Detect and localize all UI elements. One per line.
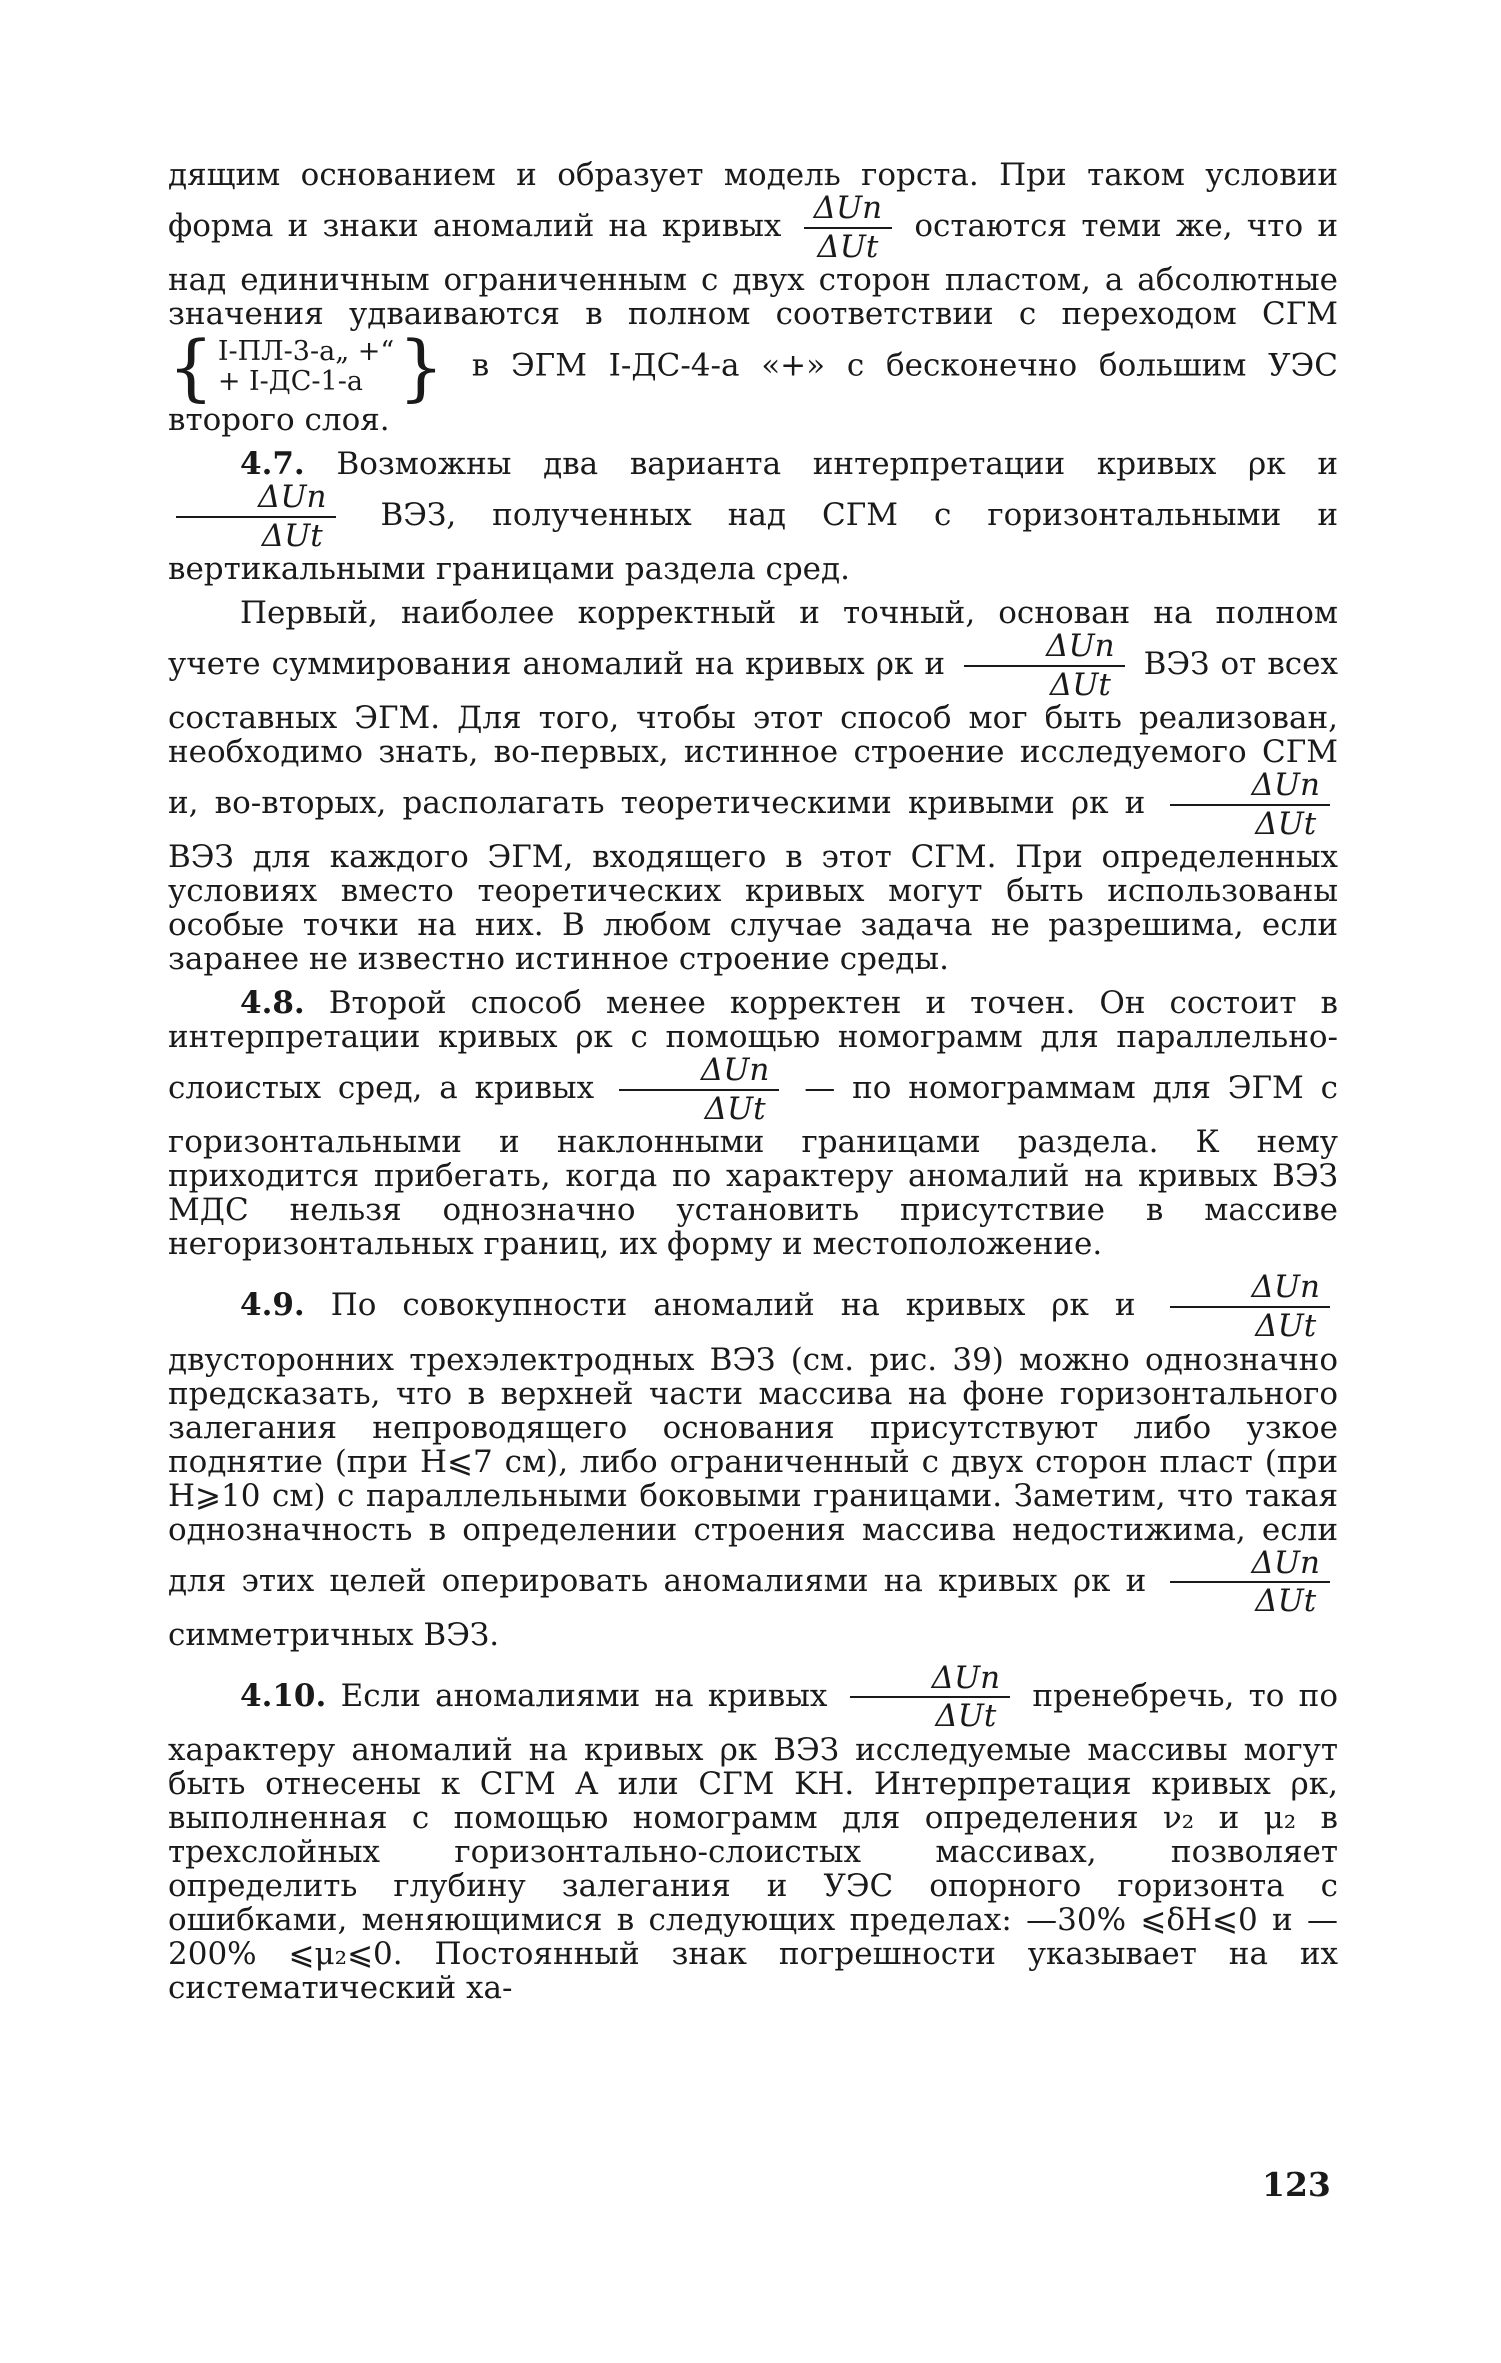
text-run: — по номограммам для ЭГМ с горизонтальными и наклонными границами раздела. К нему приходится прибегать, когда по характеру аномалий на кривых ВЭЗ МДС нельзя однозначно установить присутствие в массиве негоризонтальных границ, их форму и местоположение. xyxy=(168,1070,1339,1263)
text-run: Если аномалиями на кривых xyxy=(340,1677,828,1714)
fraction xyxy=(1170,1269,1330,1345)
fraction-numerator: ΔUn xyxy=(619,1054,779,1091)
model-line-2: + I-ДС-1-а xyxy=(217,366,363,398)
fraction-denominator: ΔUt xyxy=(1255,805,1317,842)
text-run: ВЭЗ, полученных над СГМ с горизонтальными и вертикальными границами раздела сред. xyxy=(168,497,1338,588)
body-text xyxy=(168,158,1338,2015)
fraction-numerator: ΔUn xyxy=(964,630,1124,667)
fraction xyxy=(1170,769,1330,840)
text-run: остаются теми же, что и над единичным ограниченным с двух сторон пластом, а абсолютные значения удваиваются в полном соответствии с переходом СГМ xyxy=(168,208,1339,333)
section-number: 4.8. xyxy=(240,985,305,1022)
section-number: 4.10. xyxy=(240,1677,327,1714)
brace-expression xyxy=(168,325,445,410)
fraction xyxy=(850,1659,1010,1735)
fraction-denominator: ΔUt xyxy=(1255,1583,1317,1620)
fraction-denominator: ΔUt xyxy=(817,228,879,265)
fraction xyxy=(964,630,1124,701)
section-number: 4.9. xyxy=(240,1287,305,1324)
fraction-numerator: ΔUn xyxy=(1170,769,1330,806)
stacked-models xyxy=(218,337,394,397)
text-run: двусторонних трехэлектродных ВЭЗ (см. рис. 39) можно однозначно предсказать, что в верхней части массива на фоне горизонтального залегания непроводящего основания присутствуют либо узкое поднятие (при H⩽7 см), либо ограниченный с двух сторон пласт (при H⩾10 см) с параллельными боковыми границами. Заметим, что такая однозначность в определении строения массива недостижима, если для этих целей оперировать аномалиями на кривых ρк и xyxy=(168,1341,1338,1599)
fraction-numerator: ΔUn xyxy=(850,1662,1010,1699)
fraction xyxy=(619,1054,779,1125)
text-run: Второй способ менее корректен и точен. Он состоит в интерпретации кривых ρк с помощью номограмм для параллельно-слоистых сред, а кривых xyxy=(168,985,1339,1107)
fraction-denominator: ΔUt xyxy=(1255,1308,1317,1345)
fraction-numerator: ΔUn xyxy=(176,481,336,518)
page-number: 123 xyxy=(1262,2165,1331,2204)
section-number: 4.7. xyxy=(240,446,305,483)
text-run: ВЭЗ от всех составных ЭГМ. Для того, чтобы этот способ мог быть реализован, необходимо знать, во-первых, истинное строение исследуемого СГМ и, во-вторых, располагать теоретическими кривыми ρк и xyxy=(168,646,1339,822)
section-4-7 xyxy=(168,447,1338,586)
text-run: пренебречь, то по характеру аномалий на кривых ρк ВЭЗ исследуемые массивы могут быть отнесены к СГМ A или СГМ KH. Интерпретация кривых ρк, выполненная с помощью номограмм для определения ν₂ и μ₂ в трехслойных горизонтально-слоистых массивах, позволяет определить глубину залегания и УЭС опорного горизонта с ошибками, меняющимися в следующих пределах: —30% ⩽δH⩽0 и —200% ⩽μ₂⩽0. Постоянный знак погрешности указывает на их систематический ха- xyxy=(168,1677,1339,2006)
left-brace: { xyxy=(168,325,214,410)
fraction xyxy=(176,481,336,552)
right-brace: } xyxy=(398,325,445,410)
fraction-denominator: ΔUt xyxy=(704,1090,766,1127)
model-line-1: I-ПЛ-3-а„ +“ xyxy=(217,336,395,368)
fraction xyxy=(804,192,892,263)
text-run: дящим основанием и образует модель горста. При таком условии форма и знаки аномалий на кривых xyxy=(168,157,1338,245)
text-run: симметричных ВЭЗ. xyxy=(168,1616,500,1653)
text-run: Возможны два варианта интерпретации кривых ρк и xyxy=(336,446,1338,483)
paragraph-first-method xyxy=(168,596,1338,976)
fraction-denominator: ΔUt xyxy=(935,1698,997,1735)
fraction-numerator: ΔUn xyxy=(804,192,892,229)
section-4-10 xyxy=(168,1659,1339,2006)
fraction-denominator: ΔUt xyxy=(1049,666,1111,703)
section-4-8 xyxy=(168,986,1338,1261)
paragraph-continuation xyxy=(168,158,1338,437)
text-run: По совокупности аномалий на кривых ρк и xyxy=(330,1287,1136,1324)
text-run: в ЭГМ I-ДС-4-а «+» с бесконечно большим УЭС второго слоя. xyxy=(168,347,1338,439)
fraction xyxy=(1170,1544,1330,1620)
fraction-numerator: ΔUn xyxy=(1170,1547,1330,1584)
section-4-9 xyxy=(168,1271,1338,1651)
fraction-numerator: ΔUn xyxy=(1170,1271,1330,1308)
fraction-denominator: ΔUt xyxy=(261,517,323,554)
text-run: ВЭЗ для каждого ЭГМ, входящего в этот СГМ. При определенных условиях вместо теоретических кривых могут быть использованы особые точки на них. В любом случае задача не разрешима, если заранее не известно истинное строение среды. xyxy=(168,839,1338,978)
text-run: Первый, наиболее корректный и точный, основан на полном учете суммирования аномалий на кривых ρк и xyxy=(168,595,1338,683)
